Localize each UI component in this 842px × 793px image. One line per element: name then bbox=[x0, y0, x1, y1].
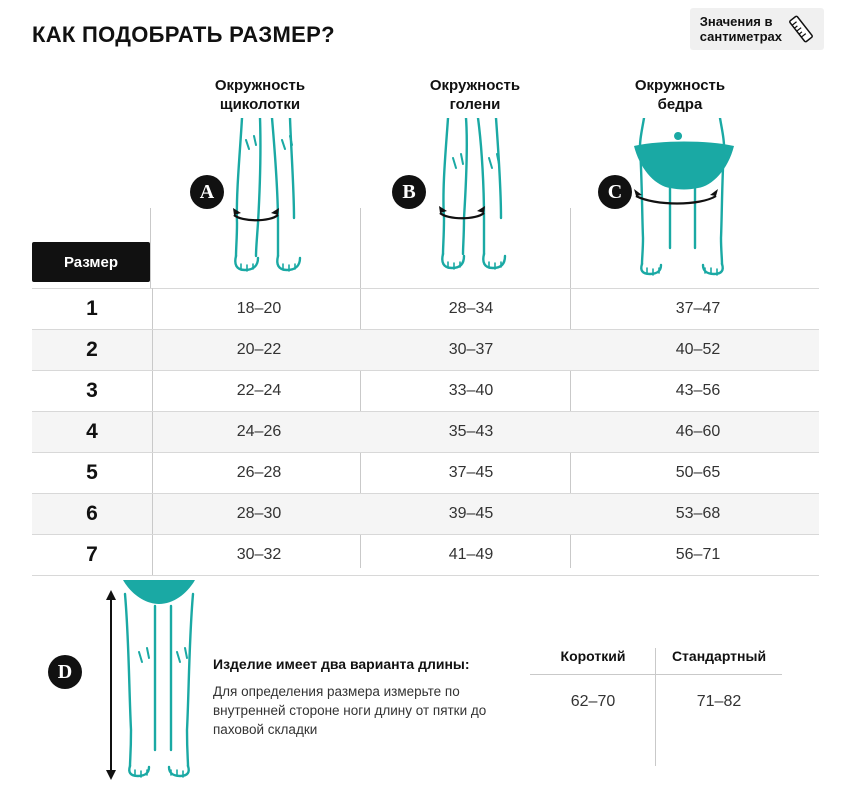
column-c-line-2: бедра bbox=[657, 96, 703, 113]
column-heading-b bbox=[375, 76, 575, 114]
badge-letter-b: B bbox=[392, 175, 426, 209]
cell-calf: 39–45 bbox=[365, 494, 577, 535]
column-heading-a bbox=[160, 76, 360, 114]
cell-calf: 37–45 bbox=[365, 453, 577, 494]
cell-size: 6 bbox=[32, 494, 153, 535]
cell-calf: 30–37 bbox=[365, 330, 577, 371]
badge-letter-a: A bbox=[190, 175, 224, 209]
page-title: КАК ПОДОБРАТЬ РАЗМЕР? bbox=[32, 22, 335, 47]
cell-thigh: 43–56 bbox=[577, 371, 819, 412]
cell-thigh: 40–52 bbox=[577, 330, 819, 371]
cell-size: 5 bbox=[32, 453, 153, 494]
column-b-line-2: голени bbox=[449, 96, 501, 113]
cell-thigh: 46–60 bbox=[577, 412, 819, 453]
table-row bbox=[32, 371, 819, 412]
column-divider-1 bbox=[150, 208, 151, 288]
cell-size: 3 bbox=[32, 371, 153, 412]
cell-size: 7 bbox=[32, 535, 153, 576]
length-value-short: 62–70 bbox=[570, 693, 616, 710]
table-row bbox=[32, 535, 819, 576]
length-table-value-row bbox=[530, 675, 782, 729]
table-row bbox=[32, 330, 819, 371]
length-instructions-lead: Изделие имеет два варианта длины: bbox=[213, 656, 470, 672]
cell-ankle: 26–28 bbox=[153, 453, 366, 494]
column-a-line-1: Окружность bbox=[214, 77, 306, 94]
size-table bbox=[32, 288, 819, 576]
cell-ankle: 30–32 bbox=[153, 535, 366, 576]
cell-calf: 28–34 bbox=[365, 289, 577, 330]
cell-size: 2 bbox=[32, 330, 153, 371]
units-line-2: сантиметрах bbox=[699, 29, 782, 44]
cell-size: 4 bbox=[32, 412, 153, 453]
length-value-standard: 71–82 bbox=[696, 693, 742, 710]
cell-ankle: 22–24 bbox=[153, 371, 366, 412]
cell-thigh: 37–47 bbox=[577, 289, 819, 330]
leg-length-illustration bbox=[95, 580, 215, 780]
length-table-header-row bbox=[530, 648, 782, 674]
length-header-standard: Стандартный bbox=[671, 648, 767, 664]
length-instructions bbox=[213, 656, 513, 739]
column-heading-c bbox=[580, 76, 780, 114]
cell-thigh: 56–71 bbox=[577, 535, 819, 576]
length-table-column-divider bbox=[655, 648, 656, 766]
size-column-header: Размер bbox=[32, 242, 150, 282]
cell-thigh: 53–68 bbox=[577, 494, 819, 535]
units-badge bbox=[690, 8, 824, 50]
badge-letter-c: C bbox=[598, 175, 632, 209]
badge-letter-d: D bbox=[48, 655, 82, 689]
cell-thigh: 50–65 bbox=[577, 453, 819, 494]
cell-ankle: 24–26 bbox=[153, 412, 366, 453]
cell-ankle: 18–20 bbox=[153, 289, 366, 330]
table-row bbox=[32, 453, 819, 494]
cell-size: 1 bbox=[32, 289, 153, 330]
cell-ankle: 20–22 bbox=[153, 330, 366, 371]
units-line-1: Значения в bbox=[699, 14, 773, 29]
length-header-short: Короткий bbox=[560, 648, 626, 664]
cell-calf: 41–49 bbox=[365, 535, 577, 576]
length-table bbox=[530, 648, 782, 729]
cell-calf: 33–40 bbox=[365, 371, 577, 412]
column-c-line-1: Окружность bbox=[634, 77, 726, 94]
units-badge-text bbox=[700, 14, 782, 44]
column-a-line-2: щиколотки bbox=[219, 96, 301, 113]
cell-calf: 35–43 bbox=[365, 412, 577, 453]
ruler-icon bbox=[786, 14, 816, 44]
table-row bbox=[32, 412, 819, 453]
column-b-line-1: Окружность bbox=[429, 77, 521, 94]
cell-ankle: 28–30 bbox=[153, 494, 366, 535]
table-row bbox=[32, 494, 819, 535]
length-instructions-body: Для определения размера измерьте по внутренней стороне ноги длину от пятки до паховой складки bbox=[213, 684, 487, 737]
table-row bbox=[32, 289, 819, 330]
